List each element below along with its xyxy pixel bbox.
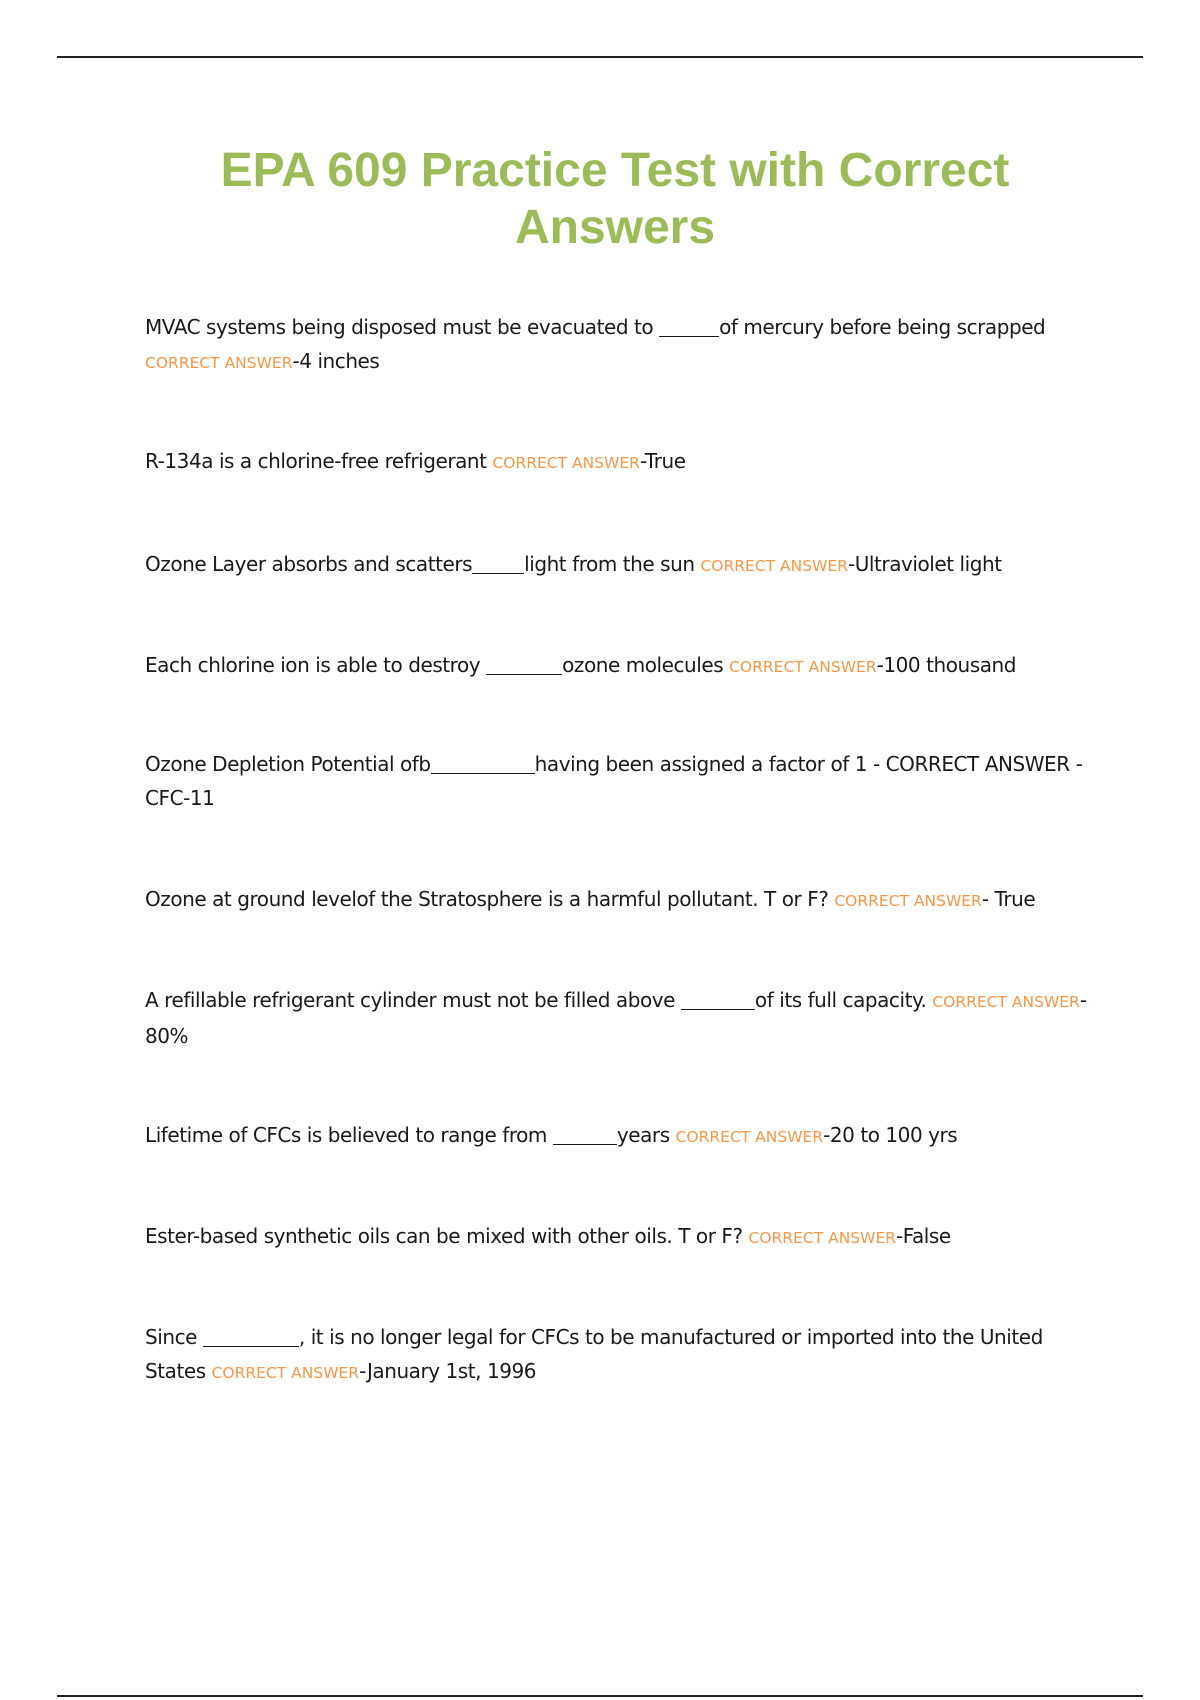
- question-text-continued: years: [616, 1123, 676, 1147]
- correct-answer-label: CORRECT ANSWER: [492, 454, 640, 472]
- question-text: Ozone Depletion Potential ofb: [145, 752, 431, 776]
- answer-blank: [659, 318, 719, 337]
- answer-blank: [472, 555, 524, 574]
- question-text-continued: of mercury before being scrapped: [719, 315, 1046, 339]
- document-title: EPA 609 Practice Test with Correct Answers: [220, 144, 1010, 254]
- correct-answer-label: CORRECT ANSWER: [748, 1229, 897, 1247]
- answer-text: -Ultraviolet light: [847, 552, 1002, 576]
- question-1: [145, 310, 1105, 380]
- answer-text: -False: [896, 1224, 951, 1248]
- footer-rule: [57, 1695, 1143, 1697]
- answer-text: -January 1st, 1996: [359, 1359, 537, 1383]
- question-2: [145, 444, 1105, 480]
- question-text: Ester-based synthetic oils can be mixed with other oils. T or F?: [145, 1224, 749, 1248]
- correct-answer-label: CORRECT ANSWER: [729, 658, 877, 676]
- answer-blank: [681, 991, 755, 1010]
- header-rule: [57, 56, 1143, 58]
- correct-answer-label: CORRECT ANSWER: [145, 354, 293, 372]
- question-text-continued: of its full capacity.: [754, 988, 933, 1012]
- answer-text: -True: [639, 449, 686, 473]
- question-text-continued: , it is no longer legal for CFCs to be manufactured or imported into the United States: [145, 1325, 1043, 1383]
- answer-blank: [486, 656, 562, 675]
- correct-answer-label: CORRECT ANSWER: [932, 993, 1080, 1011]
- question-text: Each chlorine ion is able to destroy: [145, 653, 487, 677]
- question-3: [145, 547, 1105, 583]
- question-7: [145, 983, 1105, 1053]
- question-text: R-134a is a chlorine-free refrigerant: [145, 449, 493, 473]
- question-text-continued: having been assigned a factor of 1 - CORRECT ANSWER -CFC-11: [145, 752, 1083, 810]
- correct-answer-label: CORRECT ANSWER: [675, 1128, 824, 1146]
- question-10: [145, 1320, 1105, 1390]
- answer-blank: [553, 1126, 617, 1145]
- question-4: [145, 648, 1105, 684]
- question-text: Lifetime of CFCs is believed to range from: [145, 1123, 553, 1147]
- question-6: [145, 882, 1105, 918]
- question-9: [145, 1219, 1105, 1255]
- answer-text: -4 inches: [292, 349, 380, 373]
- question-text: A refillable refrigerant cylinder must not be filled above: [145, 988, 681, 1012]
- question-text-continued: ozone molecules: [562, 653, 730, 677]
- question-text-continued: light from the sun: [524, 552, 701, 576]
- answer-blank: [431, 755, 535, 774]
- answer-text: -80%: [145, 988, 1087, 1048]
- answer-text: -20 to 100 yrs: [823, 1123, 958, 1147]
- question-text: Ozone at ground levelof the Stratosphere is a harmful pollutant. T or F?: [145, 887, 835, 911]
- answer-blank: [203, 1328, 299, 1347]
- question-5: [145, 747, 1105, 815]
- answer-text: -100 thousand: [876, 653, 1016, 677]
- question-text: Ozone Layer absorbs and scatters: [145, 552, 473, 576]
- correct-answer-label: CORRECT ANSWER: [211, 1364, 360, 1382]
- question-text: MVAC systems being disposed must be evacuated to: [145, 315, 660, 339]
- question-8: [145, 1118, 1105, 1154]
- answer-text: - True: [981, 887, 1036, 911]
- correct-answer-label: CORRECT ANSWER: [700, 557, 848, 575]
- correct-answer-label: CORRECT ANSWER: [834, 892, 982, 910]
- question-text: Since: [145, 1325, 203, 1349]
